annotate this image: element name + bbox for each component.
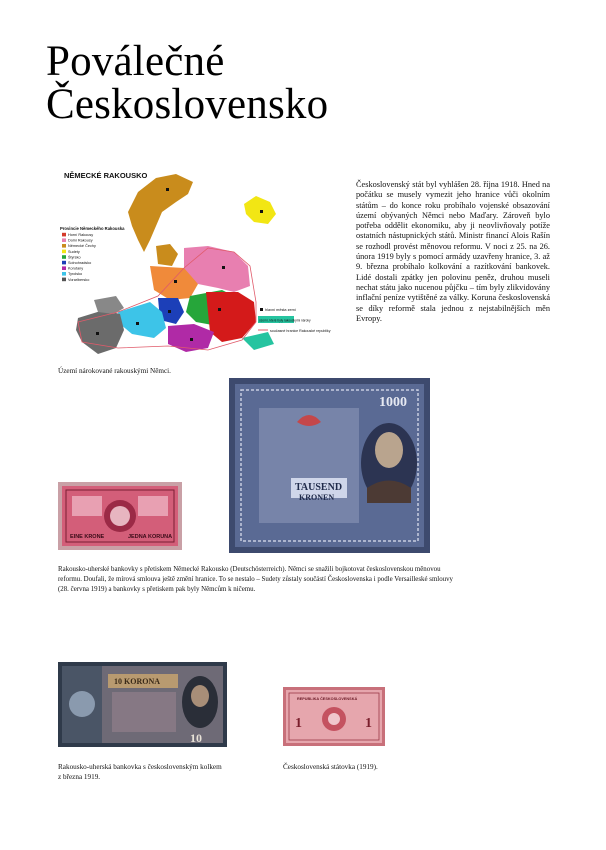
legend-swatch [62,250,66,254]
map-heading: NĚMECKÉ RAKOUSKO [64,171,148,180]
title-line-2: Československo [46,81,329,128]
legend-label: Solnohradsko [68,261,92,265]
legend-swatch [62,244,66,248]
page-title [46,40,328,126]
banknote-3-label: 10 KORONA [114,677,160,686]
key-border-label: současné hranice Rakouské republiky [270,329,331,333]
region-tyrolsko [118,302,166,338]
banknote-1-label-2: JEDNA KORUNA [128,534,173,540]
overprint-caption: Rakousko-uherské bankovky s přetiskem Německé Rakousko (Deutschösterreich). Němci se snažili bojkotovat československou měnovou reformu. Doufali, že mírová smlouva ještě změní hranice. To se nestalo – Sudety zůstaly součástí Československa i podle Versailleské smlouvy (28. června 1919) a bankovky s přetiskem pak byly Němcům k ničemu. [58,566,454,593]
banknote-1-label: EINE KRONE [70,534,105,540]
key-capital-label: hlavní města zemí [265,308,296,312]
key-disputed-label: území, které byly rakouskými nároky [259,318,311,323]
banknote-10-korona [58,662,227,747]
banknote-2-label-2: KRONEN [299,493,335,502]
legend-label: Německé Čechy [68,244,96,249]
legend-swatch [62,272,66,276]
legend-label: Horní Rakousy [68,233,94,237]
region-red [206,292,256,342]
map-caption: Území nárokované rakouskými Němci. [58,367,171,375]
banknote-2-value: 1000 [379,395,407,410]
legend-label: Vorarlbersko [68,277,90,282]
banknote-1000-kronen [229,378,430,553]
region-disputed [242,332,274,350]
map-legend [62,233,96,282]
legend-swatch [62,266,66,270]
banknote-3-value: 10 [190,731,202,745]
legend-swatch [62,233,66,237]
banknote-2-label: TAUSEND [295,482,343,493]
legend-swatch [62,278,66,282]
legend-label: Korutany [68,266,84,271]
region-nemecke-cechy [128,174,193,252]
legend-swatch [62,255,66,259]
legend-swatch [62,238,66,242]
banknote-1-krone [58,482,182,550]
legend-label: Tyrolsko [68,272,83,277]
legend-label: Štýrsko [68,255,81,260]
title-line-1: Poválečné [46,38,225,85]
legend-title: Provincie Německého Rakouska [60,226,125,231]
banknote-4-value-left: 1 [295,716,302,731]
statovka-caption: Československá státovka (1919). [283,763,378,771]
legend-label: Sudety [68,249,80,254]
banknote-4-label: REPUBLIKA ČESKOSLOVENSKÁ [297,697,358,701]
article-text: Československý stát byl vyhlášen 28. října 1918. Hned na počátku se musely vymezit jeho hranice vůči okolním státům – do konce roku probíhalo vojenské obsazování území obývaných Němci nebo Maďary. Zároveň bylo potřeba oddělit ekonomiku, aby ji neovlivňovaly potíže ostatních nástupnických států. Ministr financí Alois Rašín se rozhodl provést měnovou reformu. V noci z 25. na 26. února 1919 byly s pomocí armády uzavřeny hranice, 3. až 9. března probíhalo kolkování a razítkování bankovek. Lidé dostali zpátky jen polovinu peněz, druhou museli nechat státu jako nucenou půjčku – tím byly zlikvidovány inflační peníze vytištěné za války. Koruna československá se díky reformě stala jednou z nejstabilnějších měn Evropy. [356,180,550,323]
region-bohemia-south [156,244,178,266]
legend-label: Dolní Rakousy [68,238,93,243]
banknote-statovka [283,687,385,746]
key-capital-marker [260,308,263,311]
stamp-caption: Rakousko-uherská bankovka s československým kolkem z března 1919. [58,763,222,781]
german-austria-map [58,162,348,362]
legend-swatch [62,261,66,265]
banknote-4-value-right: 1 [365,716,372,731]
